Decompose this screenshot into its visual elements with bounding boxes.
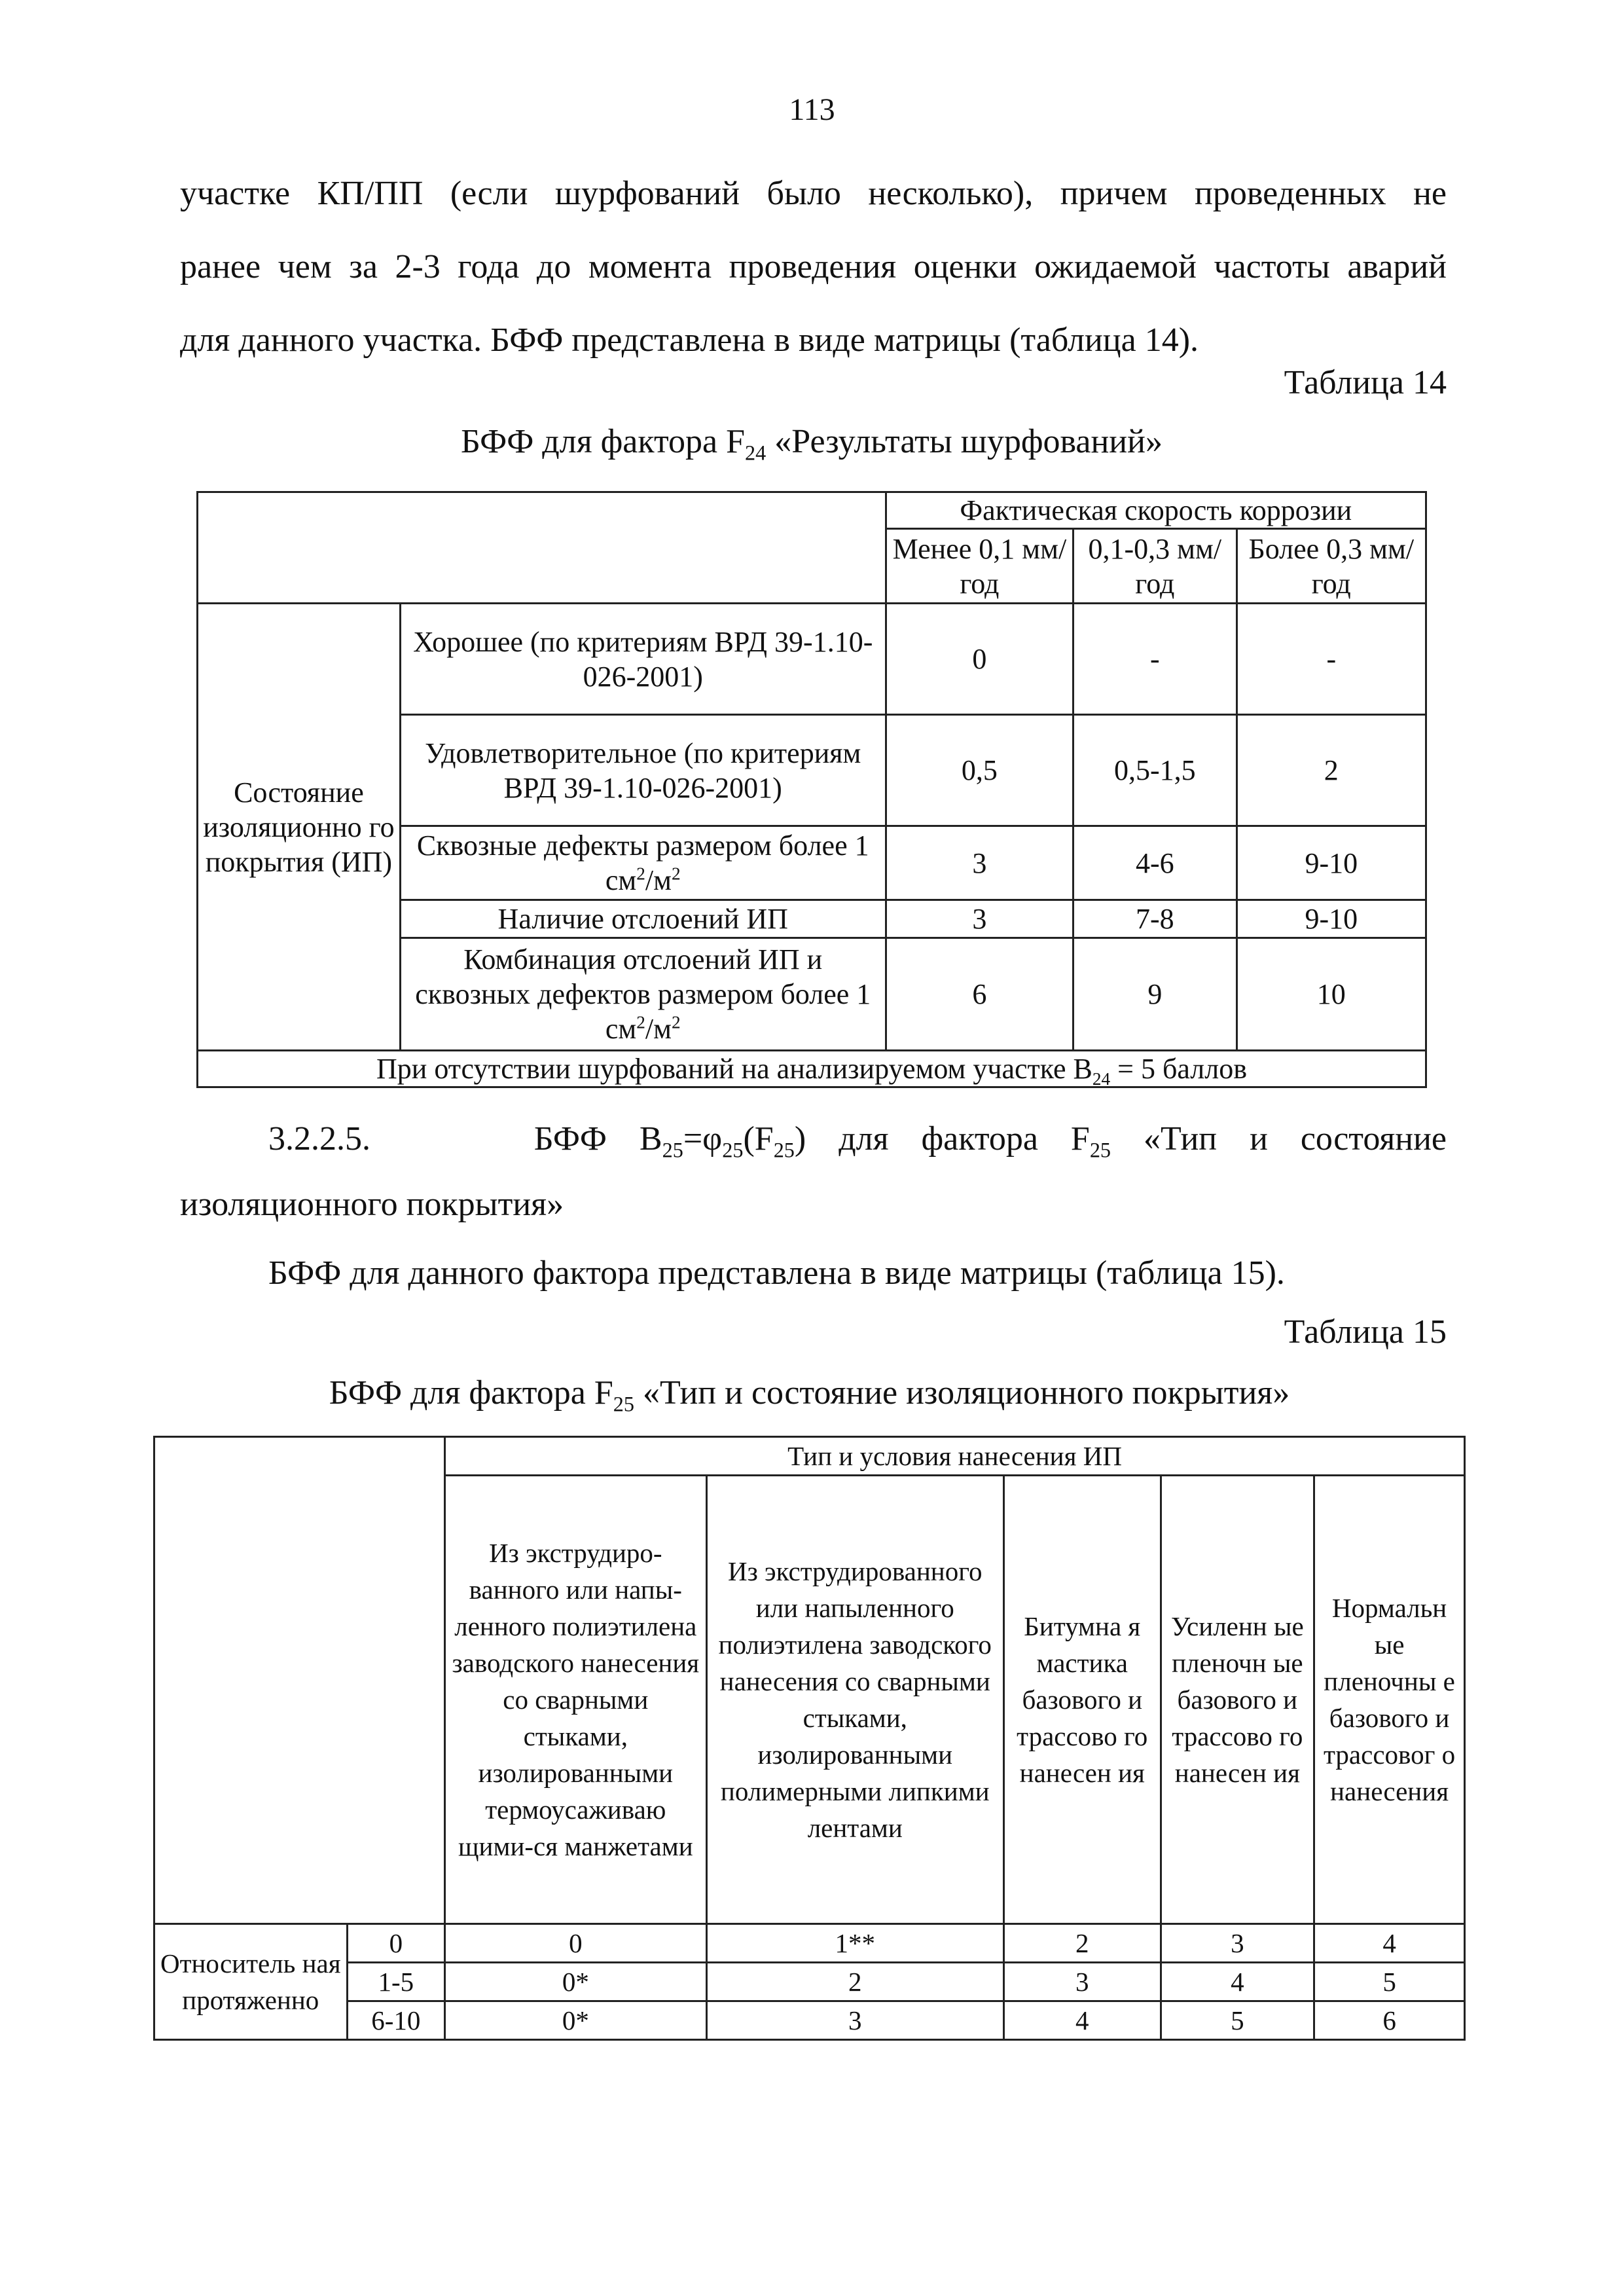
table14-label: Таблица 14	[1284, 364, 1447, 401]
footnote-text: = 5 баллов	[1110, 1053, 1247, 1085]
table15-corner	[154, 1437, 445, 1924]
table15-col-header: Нормальн ые пленочны е базового и трассовог о нанесения	[1314, 1476, 1465, 1924]
table15-cell: 5	[1314, 1963, 1465, 2001]
section-text: «Тип и состояние	[1111, 1120, 1447, 1157]
table15-col-header: Усиленн ые пленочн ые базового и трассово го нанесен ия	[1161, 1476, 1314, 1924]
table14-row-label	[400, 938, 886, 1051]
table14-cell: 7-8	[1074, 900, 1236, 938]
subscript: 25	[773, 1138, 795, 1162]
table14-col-header: Более 0,3 мм/год	[1236, 529, 1426, 604]
table15-group-header: Тип и условия нанесения ИП	[445, 1437, 1465, 1476]
section-number: 3.2.2.5.	[268, 1120, 370, 1157]
table14-row-label	[400, 826, 886, 900]
table14-cell: 9-10	[1236, 826, 1426, 900]
table15-range: 0	[347, 1924, 444, 1963]
table14-cell: 0,5-1,5	[1074, 715, 1236, 826]
table14-cell: 9-10	[1236, 900, 1426, 938]
table14-row-label: Хорошее (по критериям ВРД 39-1.10-026-2001)	[400, 604, 886, 715]
table14-cell: -	[1074, 604, 1236, 715]
row-label-text: Комбинация отслоений ИП и сквозных дефектов размером более 1 см	[415, 943, 871, 1045]
section-text: (F	[743, 1120, 774, 1157]
intro-paragraph	[180, 157, 1447, 377]
caption-subscript: 25	[613, 1392, 634, 1416]
section-line-2: изоляционного покрытия»	[180, 1186, 564, 1223]
table15-cell: 0*	[445, 2001, 707, 2040]
section-text: БФФ B	[533, 1120, 662, 1157]
table15-label: Таблица 15	[1284, 1313, 1447, 1351]
caption-text: «Результаты шурфований»	[766, 423, 1163, 460]
table15-cell: 4	[1161, 1963, 1314, 2001]
table15-cell: 1**	[706, 1924, 1003, 1963]
table15-cell: 2	[1003, 1924, 1161, 1963]
table15-row-group: Относитель ная протяженно	[154, 1924, 348, 2040]
subscript: 25	[1089, 1138, 1111, 1162]
table15-range: 1-5	[347, 1963, 444, 2001]
table14-cell: 4-6	[1074, 826, 1236, 900]
table14-cell: -	[1236, 604, 1426, 715]
intro-line-3: для данного участка. БФФ представлена в виде матрицы (таблица 14).	[180, 321, 1199, 359]
table14-footnote	[198, 1051, 1426, 1087]
table15-cell: 6	[1314, 2001, 1465, 2040]
table14-cell: 0,5	[886, 715, 1073, 826]
table14-row-label: Наличие отслоений ИП	[400, 900, 886, 938]
table14-row-label: Удовлетворительное (по критериям ВРД 39-1.10-026-2001)	[400, 715, 886, 826]
caption-text: БФФ для фактора F	[329, 1374, 613, 1412]
table14-cell: 9	[1074, 938, 1236, 1051]
intro-line-1: участке КП/ПП (если шурфований было несколько), причем проведенных не	[180, 175, 1447, 212]
section-heading	[268, 1113, 1447, 1165]
subscript: 25	[662, 1138, 683, 1162]
table14-cell: 0	[886, 604, 1073, 715]
table14-group-header: Фактическая скорость коррозии	[886, 492, 1426, 529]
unit-text: /м	[645, 1013, 672, 1045]
table15-cell: 0	[445, 1924, 707, 1963]
footnote-text: При отсутствии шурфований на анализируемом участке B	[376, 1053, 1092, 1085]
table14-corner	[198, 492, 886, 604]
table15-col-header: Из экструдированного или напыленного полиэтилена заводского нанесения со сварными стыками, изолированными полимерными липкими лентами	[706, 1476, 1003, 1924]
table-14	[196, 491, 1427, 1088]
unit-exponent: 2	[671, 1012, 681, 1032]
table14-caption	[196, 422, 1427, 465]
table15-col-header: Битумна я мастика базового и трассово го нанесен ия	[1003, 1476, 1161, 1924]
table15-cell: 0*	[445, 1963, 707, 2001]
unit-exponent: 2	[671, 864, 681, 884]
table14-cell: 3	[886, 900, 1073, 938]
intro-line-2: ранее чем за 2-3 года до момента проведения оценки ожидаемой частоты аварий	[180, 248, 1447, 285]
unit-text: /м	[645, 864, 672, 896]
table15-cell: 4	[1003, 2001, 1161, 2040]
table15-cell: 3	[1003, 1963, 1161, 2001]
table14-col-header: Менее 0,1 мм/год	[886, 529, 1073, 604]
table15-range: 6-10	[347, 2001, 444, 2040]
table14-col-header: 0,1-0,3 мм/год	[1074, 529, 1236, 604]
section-line-3: БФФ для данного фактора представлена в виде матрицы (таблица 15).	[268, 1254, 1285, 1292]
table14-row-group: Состояние изоляционно го покрытия (ИП)	[198, 604, 401, 1051]
table15-cell: 4	[1314, 1924, 1465, 1963]
caption-text: «Тип и состояние изоляционного покрытия»	[634, 1374, 1290, 1412]
unit-exponent: 2	[636, 864, 645, 884]
caption-subscript: 24	[745, 441, 767, 465]
table15-cell: 3	[1161, 1924, 1314, 1963]
table14-cell: 2	[1236, 715, 1426, 826]
table15-cell: 5	[1161, 2001, 1314, 2040]
table15-cell: 2	[706, 1963, 1003, 2001]
table15-cell: 3	[706, 2001, 1003, 2040]
section-text: ) для фактора F	[794, 1120, 1090, 1157]
table15-caption	[153, 1374, 1466, 1416]
unit-exponent: 2	[636, 1012, 645, 1032]
caption-text: БФФ для фактора F	[461, 423, 745, 460]
table14-cell: 10	[1236, 938, 1426, 1051]
page-number: 113	[789, 92, 835, 127]
table14-cell: 6	[886, 938, 1073, 1051]
table14-cell: 3	[886, 826, 1073, 900]
footnote-subscript: 24	[1092, 1068, 1111, 1089]
section-text: =φ	[683, 1120, 723, 1157]
table15-col-header: Из экструдиро-ванного или напы-ленного полиэтилена заводского нанесения со сварными стыками, изолированными термоусаживаю щими-ся манжетами	[445, 1476, 707, 1924]
row-label-text: Сквозные дефекты размером более 1 см	[416, 829, 869, 896]
table-15	[153, 1436, 1466, 2041]
subscript: 25	[722, 1138, 744, 1162]
